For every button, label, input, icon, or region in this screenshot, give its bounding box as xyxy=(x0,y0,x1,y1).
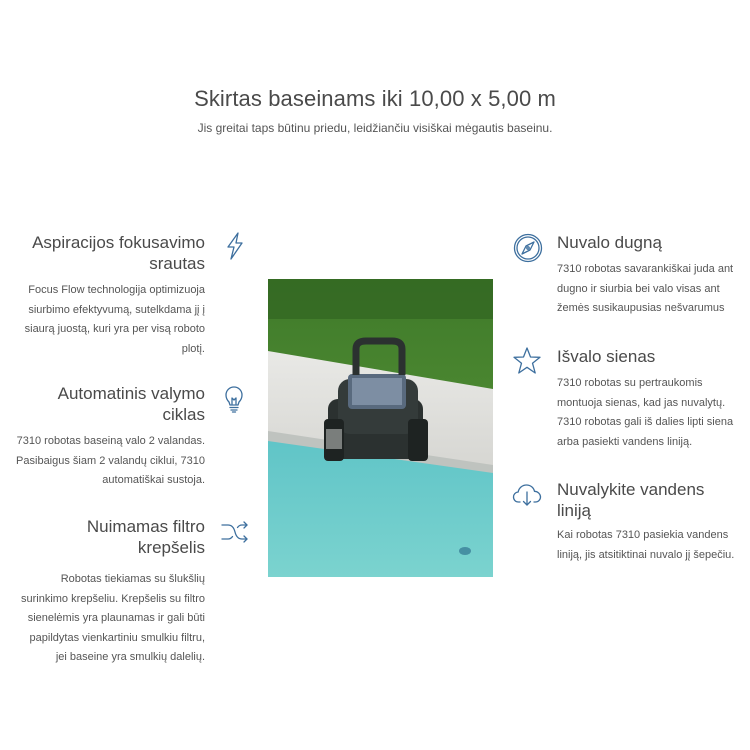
feature-title: Aspiracijos fokusavimo srautas xyxy=(32,233,205,273)
feature-title: Automatinis valymo ciklas xyxy=(57,384,205,424)
feature-description: 7310 robotas su pertraukomis montuoja sienas, kad jas nuvalytų. 7310 robotas gali iš dalies lipti siena arba pasiekti vandens liniją. xyxy=(557,377,734,448)
feature-description: 7310 robotas baseiną valo 2 valandas. Pasibaigus šiam 2 valandų ciklui, 7310 automatiškai sustoja. xyxy=(16,435,205,486)
feature-description: Kai robotas 7310 pasiekia vandens liniją, jis atsitiktinai nuvalo jį šepečiu. xyxy=(557,529,735,561)
feature-filter-basket xyxy=(8,516,205,668)
feature-cleans-walls xyxy=(557,346,747,452)
feature-auto-cycle xyxy=(8,383,205,491)
compass-icon xyxy=(512,232,544,264)
feature-waterline xyxy=(557,479,747,565)
feature-cleans-bottom xyxy=(557,232,747,319)
feature-description: Focus Flow technologija optimizuoja siurbimo efektyvumą, sutelkdama jį į siaurą juostą, kuri yra per visą roboto plotį. xyxy=(24,284,205,355)
robot-pool-photo xyxy=(268,279,493,577)
feature-title: Išvalo sienas xyxy=(557,347,656,366)
cloud-download-icon xyxy=(511,478,543,510)
feature-aspiration-focus xyxy=(8,232,205,359)
feature-title: Nuvalykite vandens liniją xyxy=(557,480,705,520)
shuffle-icon xyxy=(219,516,251,548)
page-title: Skirtas baseinams iki 10,00 x 5,00 m xyxy=(194,86,556,111)
page-subtitle: Jis greitai taps būtinu priedu, leidžiančiu visiškai mėgautis baseinu. xyxy=(197,121,553,135)
feature-title: Nuvalo dugną xyxy=(557,233,662,252)
lightbulb-icon xyxy=(218,383,250,415)
feature-title: Nuimamas filtro krepšelis xyxy=(86,517,205,557)
star-icon xyxy=(511,345,543,377)
lightning-icon xyxy=(219,230,251,262)
feature-description: Robotas tiekiamas su šlukšlių surinkimo krepšeliu. Krepšelis su filtro sienelėmis yra plaunamas ir gali būti papildytas vienkartiniu smulkiu filtru, jei baseine yra smulkių dalelių. xyxy=(20,573,205,663)
feature-description: 7310 robotas savarankiškai juda ant dugno ir siurbia bei valo visas ant žemės susikaupusias nešvarumus xyxy=(557,263,734,314)
